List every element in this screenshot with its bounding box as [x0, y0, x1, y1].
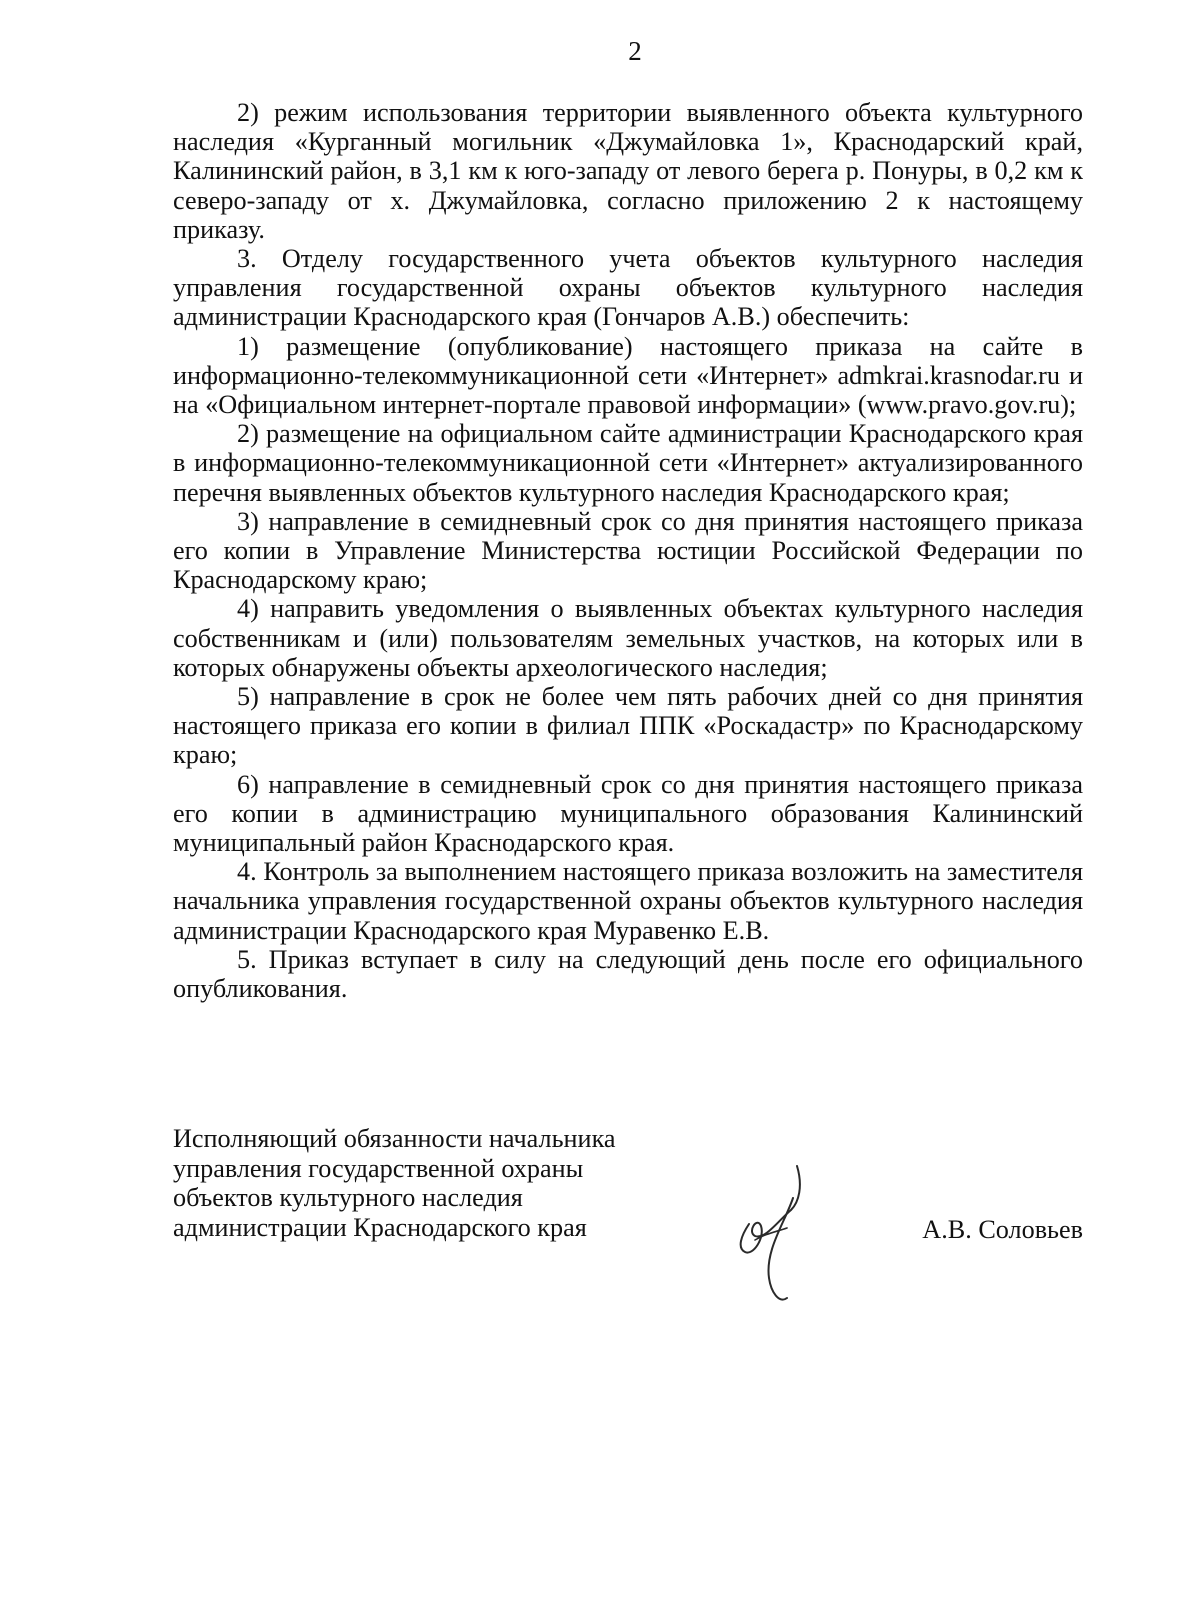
signatory-title [173, 1124, 616, 1242]
signatory-title-line: объектов культурного наследия [173, 1183, 523, 1212]
signature-block [173, 1124, 1083, 1324]
page-number: 2 [628, 36, 642, 66]
order-body [173, 98, 1083, 1003]
paragraph-item-3-2: 2) размещение на официальном сайте администрации Краснодарского края в информационно-телекоммуникационной сети «Интернет» актуализированного перечня выявленных объектов культурного наследия Краснодарского края; [173, 419, 1083, 507]
paragraph-item-3-1: 1) размещение (опубликование) настоящего приказа на сайте в информационно-телекоммуникационной сети «Интернет» admkrai.krasnodar.ru и на «Официальном интернет-портале правовой информации» (www.pravo.gov.ru); [173, 331, 1083, 420]
paragraph-item-3-3: 3) направление в семидневный срок со дня принятия настоящего приказа его копии в Управление Министерства юстиции Российской Федерации по Краснодарскому краю; [173, 506, 1083, 595]
paragraph-item-3-5: 5) направление в срок не более чем пять рабочих дней со дня принятия настоящего приказа его копии в филиал ППК «Роскадастр» по Краснодарскому краю; [173, 682, 1083, 770]
signatory-name: А.В. Соловьев [922, 1215, 1083, 1244]
paragraph-territory-regime: 2) режим использования территории выявленного объекта культурного наследия «Курганный могильник «Джумайловка 1», Краснодарский край, Калининский район, в 3,1 км к юго-западу от левого берега р. Понуры, в 0,2 км к северо-западу от х. Джумайловка, согласно приложению 2 к настоящему приказу. [173, 98, 1083, 244]
signatory-title-line: управления государственной охраны [173, 1153, 584, 1183]
signatory-title-line: Исполняющий обязанности начальника [173, 1124, 616, 1153]
paragraph-item-3-4: 4) направить уведомления о выявленных объектах культурного наследия собственникам и (или) пользователям земельных участков, на которых или в которых обнаружены объекты археологического наследия; [173, 594, 1083, 682]
paragraph-item-3: 3. Отделу государственного учета объектов культурного наследия управления государственной охраны объектов культурного наследия администрации Краснодарского края (Гончаров А.В.) обеспечить: [173, 244, 1083, 332]
signatory-title-line: администрации Краснодарского края [173, 1212, 587, 1242]
paragraph-item-4: 4. Контроль за выполнением настоящего приказа возложить на заместителя начальника управления государственной охраны объектов культурного наследия администрации Краснодарского края Муравенко Е.В. [173, 857, 1083, 945]
paragraph-item-3-6: 6) направление в семидневный срок со дня принятия настоящего приказа его копии в администрацию муниципального образования Калининский муниципальный район Краснодарского края. [173, 769, 1083, 858]
handwritten-signature [735, 1162, 815, 1306]
paragraph-item-5: 5. Приказ вступает в силу на следующий день после его официального опубликования. [173, 944, 1083, 1004]
